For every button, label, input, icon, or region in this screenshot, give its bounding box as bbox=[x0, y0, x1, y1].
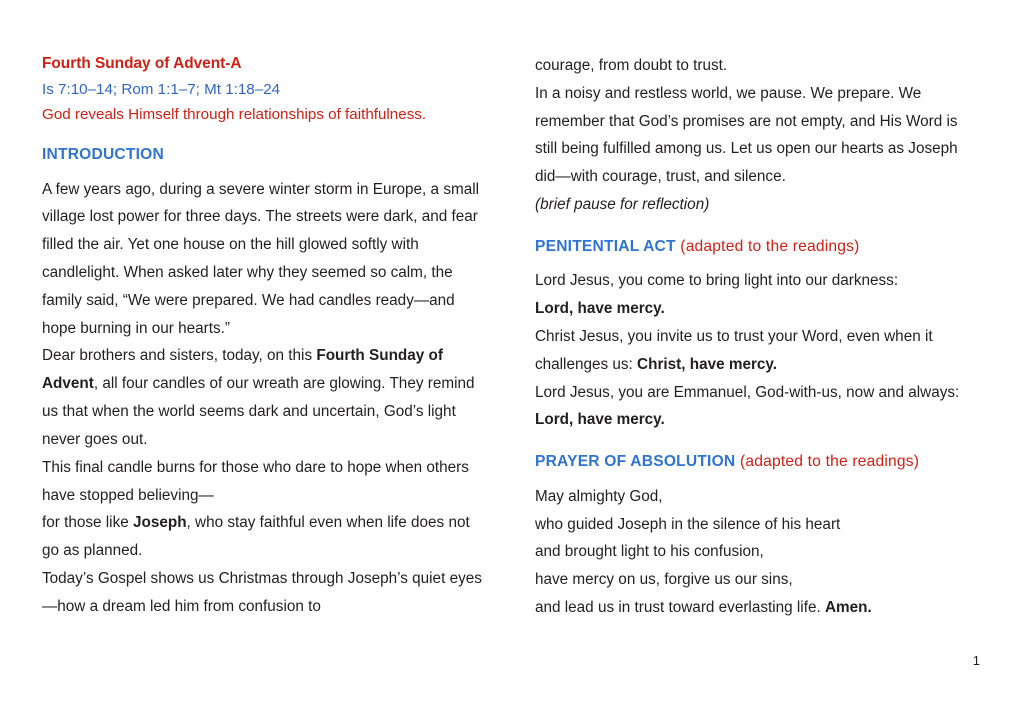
intro-paragraph-5: Today’s Gospel shows us Christmas through Joseph’s quiet eyes—how a dream led him from confusion to bbox=[42, 570, 482, 615]
absolution-line-3: and brought light to his confusion, bbox=[535, 543, 764, 561]
penitential-invocation-3 bbox=[535, 379, 982, 435]
intro-paragraph-2 bbox=[42, 342, 489, 453]
penitential-response-1 bbox=[535, 295, 982, 323]
penitential-response-2-text: Christ, have mercy. bbox=[637, 355, 778, 373]
absolution-heading bbox=[535, 448, 982, 476]
penitential-act-heading bbox=[535, 233, 982, 261]
absolution-line-5 bbox=[535, 594, 982, 622]
intro-paragraph-2-part1: Dear brothers and sisters, today, on this bbox=[42, 347, 317, 365]
intro-paragraph-2-emphasis: Fourth Sunday of Advent bbox=[42, 347, 443, 393]
pause-instruction: (brief pause for reflection) bbox=[535, 196, 710, 214]
intro-paragraph-3: This final candle burns for those who dare to hope when others have stopped believing— bbox=[42, 458, 469, 504]
page-number: 1 bbox=[972, 653, 980, 668]
intro-continuation: courage, from doubt to trust. bbox=[535, 57, 728, 74]
left-column bbox=[42, 52, 489, 622]
intro-paragraph-6: In a noisy and restless world, we pause. We prepare. We remember that God’s promises are not empty, and His Word is still being fulfilled among us. Let us open our hearts as Joseph did—with courage, trust, and silence. bbox=[535, 84, 958, 186]
absolution-line-5-text: and lead us in trust toward everlasting life. bbox=[535, 599, 825, 616]
absolution-line-4: have mercy on us, forgive us our sins, bbox=[535, 571, 793, 589]
absolution-title: PRAYER OF ABSOLUTION bbox=[535, 453, 736, 471]
penitential-act-note: (adapted to the readings) bbox=[680, 237, 860, 255]
two-column-layout bbox=[42, 52, 982, 622]
absolution-line-2: who guided Joseph in the silence of his heart bbox=[535, 515, 841, 533]
penitential-invocation-2-text: Christ Jesus, you invite us to trust your Word, even when it challenges us: bbox=[535, 328, 933, 373]
intro-paragraph-4-part2: , who stay faithful even when life does not go as planned. bbox=[42, 514, 470, 560]
intro-paragraph-2-part2: , all four candles of our wreath are glowing. They remind us that when the world seems dark and uncertain, God’s light never goes out. bbox=[42, 375, 475, 448]
penitential-invocation-2 bbox=[535, 323, 982, 379]
theme-statement: God reveals Himself through relationships of faithfulness. bbox=[42, 105, 427, 123]
absolution-line-1: May almighty God, bbox=[535, 487, 663, 505]
document-title: Fourth Sunday of Advent-A bbox=[42, 55, 242, 72]
absolution-note: (adapted to the readings) bbox=[739, 453, 920, 471]
intro-paragraph-4-part1: for those like bbox=[42, 514, 133, 532]
penitential-invocation-1: Lord Jesus, you come to bring light into our darkness: bbox=[535, 272, 899, 290]
penitential-act-title: PENITENTIAL ACT bbox=[535, 237, 676, 255]
intro-paragraph-4 bbox=[42, 509, 489, 565]
absolution-amen: Amen. bbox=[824, 599, 872, 616]
introduction-heading: INTRODUCTION bbox=[42, 146, 164, 164]
intro-paragraph-1: A few years ago, during a severe winter storm in Europe, a small village lost power for three days. The streets were dark, and fear filled the air. Yet one house on the hill glowed softly with candlelight. When asked later why they seemed so calm, the family said, “We were prepared. We had candles ready—and hope burning in our hearts.” bbox=[42, 180, 480, 337]
joseph-emphasis: Joseph bbox=[132, 514, 187, 532]
penitential-response-1-text: Lord, have mercy. bbox=[535, 300, 665, 318]
scripture-readings: Is 7:10–14; Rom 1:1–7; Mt 1:18–24 bbox=[42, 80, 281, 98]
penitential-invocation-3-text: Lord Jesus, you are Emmanuel, God-with-us, now and always: bbox=[535, 383, 960, 401]
penitential-response-3-text: Lord, have mercy. bbox=[535, 411, 665, 429]
right-column bbox=[535, 52, 982, 622]
